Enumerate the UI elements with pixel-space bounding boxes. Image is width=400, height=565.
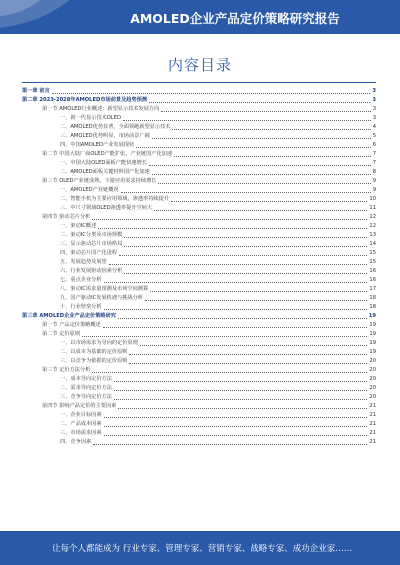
toc-entry[interactable]	[22, 195, 376, 204]
report-title: AMOLED企业产品定价策略研究报告	[130, 11, 340, 26]
toc-dot-leader	[104, 309, 368, 310]
toc-entry-page: 4	[372, 124, 376, 130]
toc-dot-leader	[172, 129, 370, 130]
toc-entry-page: 8	[372, 169, 376, 175]
toc-entry-page: 21	[369, 430, 376, 436]
toc-dot-leader	[145, 300, 367, 301]
toc-entry[interactable]	[22, 384, 376, 393]
toc-entry-page: 9	[372, 187, 376, 193]
toc-entry-title: 二、以成本为基础的定价原则	[60, 349, 128, 355]
toc-entry-page: 16	[369, 268, 376, 274]
toc-dot-leader	[82, 336, 367, 337]
toc-dot-leader	[104, 435, 368, 436]
page-header-bar	[0, 0, 400, 34]
toc-entry-title: 第三节 定价方法分析	[42, 367, 91, 373]
toc-entry-page: 7	[372, 151, 376, 157]
toc-dot-leader	[149, 102, 370, 103]
toc-entry[interactable]	[22, 114, 376, 123]
toc-entry-title: 三、市场需求因素	[60, 430, 102, 436]
toc-entry-title: 十、行业壁垒分析	[60, 304, 102, 310]
toc-entry-title: 二、驱动IC分类及市场规模	[60, 232, 123, 238]
toc-dot-leader	[124, 237, 367, 238]
toc-entry-page: 7	[372, 160, 376, 166]
toc-entry[interactable]	[22, 438, 376, 447]
toc-entry-page: 21	[369, 439, 376, 445]
toc-entry[interactable]	[22, 231, 376, 240]
toc-entry[interactable]	[22, 87, 376, 96]
table-of-contents	[22, 87, 376, 447]
toc-entry[interactable]	[22, 96, 376, 105]
toc-entry[interactable]	[22, 132, 376, 141]
toc-dot-leader	[129, 354, 367, 355]
toc-dot-leader	[149, 165, 371, 166]
toc-dot-leader	[124, 273, 367, 274]
toc-dot-leader	[103, 327, 368, 328]
toc-entry-page: 11	[369, 205, 376, 211]
toc-entry[interactable]	[22, 330, 376, 339]
toc-entry-title: 一、驱动IC概述	[60, 223, 97, 229]
toc-dot-leader	[104, 282, 368, 283]
toc-entry-title: 一、企业目标因素	[60, 412, 102, 418]
toc-entry[interactable]	[22, 186, 376, 195]
toc-dot-leader	[140, 345, 368, 346]
toc-entry-page: 21	[369, 412, 376, 418]
toc-entry[interactable]	[22, 375, 376, 384]
toc-entry-page: 9	[372, 178, 376, 184]
toc-entry-title: 第二节 中国大陆厂商OLED产能扩张，产业链国产化加速	[42, 151, 173, 157]
toc-entry-page: 5	[372, 133, 376, 139]
toc-entry-title: 八、驱动IC需求量预测及市场空间测算	[60, 286, 149, 292]
toc-entry-page: 3	[372, 115, 376, 121]
toc-entry-title: 三、中尺寸领域OLED渗透率提升空间大	[60, 205, 153, 211]
toc-dot-leader	[104, 426, 368, 427]
toc-entry[interactable]	[22, 159, 376, 168]
toc-entry[interactable]	[22, 150, 376, 159]
toc-entry-title: 九、国产驱动IC发展机遇与挑战分析	[60, 295, 143, 301]
toc-entry-title: 一、AMOLED产业链概况	[60, 187, 119, 193]
toc-entry[interactable]	[22, 177, 376, 186]
toc-entry-page: 19	[369, 322, 376, 328]
toc-dot-leader	[152, 174, 371, 175]
toc-entry-title: 第二章 2023-2028年AMOLED市场前景及趋势预测	[22, 97, 148, 103]
toc-dot-leader	[124, 246, 367, 247]
toc-entry-title: 二、需求导向定价方法	[60, 385, 112, 391]
toc-entry-title: 三、竞争导向定价方法	[60, 394, 112, 400]
toc-entry-page: 13	[369, 232, 376, 238]
toc-entry[interactable]	[22, 303, 376, 312]
toc-entry-title: 二、智能手机为主要应用领域，渗透率持续提升	[60, 196, 169, 202]
toc-entry-page: 20	[369, 367, 376, 373]
toc-entry-title: 三、以竞争为依据的定价原则	[60, 358, 128, 364]
toc-entry[interactable]	[22, 168, 376, 177]
toc-entry-page: 21	[369, 421, 376, 427]
toc-entry-title: 一、成本导向定价方法	[60, 376, 112, 382]
toc-entry-page: 14	[369, 241, 376, 247]
toc-entry-page: 20	[369, 358, 376, 364]
toc-dot-leader	[150, 291, 367, 292]
toc-entry-page: 19	[369, 331, 376, 337]
toc-entry-title: 三、显示驱动芯片市场格局	[60, 241, 123, 247]
toc-dot-leader	[118, 318, 367, 319]
toc-entry-page: 15	[369, 259, 376, 265]
toc-entry-page: 6	[372, 142, 376, 148]
toc-entry[interactable]	[22, 357, 376, 366]
toc-entry[interactable]	[22, 249, 376, 258]
toc-entry[interactable]	[22, 123, 376, 132]
toc-entry-title: 二、AMOLED优势显著，全面领跑新型显示技术	[60, 124, 171, 130]
toc-entry[interactable]	[22, 321, 376, 330]
toc-entry-title: 四、中国AMOLED产业发展现状	[60, 142, 135, 148]
toc-entry-page: 10	[369, 196, 376, 202]
toc-entry[interactable]	[22, 285, 376, 294]
toc-entry-title: 第四节 影响产品定价的主要因素	[42, 403, 117, 409]
toc-heading: 内容目录	[167, 56, 232, 74]
toc-entry-title: 二、产品成本因素	[60, 421, 102, 427]
toc-divider	[22, 82, 376, 83]
toc-dot-leader	[114, 390, 368, 391]
toc-entry[interactable]	[22, 276, 376, 285]
toc-entry-page: 17	[369, 286, 376, 292]
toc-entry-page: 19	[369, 349, 376, 355]
toc-dot-leader	[104, 417, 368, 418]
toc-dot-leader	[98, 228, 367, 229]
toc-dot-leader	[114, 381, 368, 382]
toc-entry[interactable]	[22, 204, 376, 213]
toc-entry-page: 16	[369, 277, 376, 283]
toc-entry-title: 第一章 前言	[22, 88, 50, 94]
toc-dot-leader	[52, 93, 371, 94]
toc-entry[interactable]	[22, 258, 376, 267]
toc-entry[interactable]	[22, 393, 376, 402]
toc-entry-title: 第三章 AMOLED企业产品定价策略研究	[22, 313, 116, 319]
toc-dot-leader	[136, 147, 371, 148]
toc-dot-leader	[123, 120, 371, 121]
toc-entry-title: 第三节 OLED产业链成熟，下游应用需求持续增长	[42, 178, 157, 184]
toc-dot-leader	[129, 363, 367, 364]
toc-dot-leader	[174, 156, 371, 157]
toc-entry-title: 第二节 定价原则	[42, 331, 80, 337]
toc-dot-leader	[161, 111, 370, 112]
toc-entry[interactable]	[22, 141, 376, 150]
toc-dot-leader	[152, 138, 371, 139]
toc-dot-leader	[158, 183, 370, 184]
toc-entry-title: 第一节 产品定价策略概述	[42, 322, 101, 328]
toc-entry-page: 19	[369, 340, 376, 346]
toc-entry-title: 七、重点企业分析	[60, 277, 102, 283]
toc-entry-page: 18	[369, 295, 376, 301]
toc-entry-page: 20	[369, 385, 376, 391]
toc-dot-leader	[92, 219, 367, 220]
toc-entry[interactable]	[22, 420, 376, 429]
toc-entry[interactable]	[22, 429, 376, 438]
toc-entry-page: 20	[369, 394, 376, 400]
toc-entry-title: 四、竞争因素	[60, 439, 92, 445]
toc-dot-leader	[92, 372, 367, 373]
toc-entry[interactable]	[22, 267, 376, 276]
page-footer-bar	[0, 531, 400, 565]
toc-entry-page: 3	[372, 106, 376, 112]
toc-entry-page: 21	[369, 403, 376, 409]
toc-entry-page: 19	[368, 313, 376, 319]
toc-entry[interactable]	[22, 105, 376, 114]
footer-slogan: 让每个人都能成为 行业专家、管理专家、营销专家、战略专家、成功企业家……	[52, 544, 353, 554]
toc-dot-leader	[154, 210, 367, 211]
toc-entry[interactable]	[22, 294, 376, 303]
toc-entry[interactable]	[22, 339, 376, 348]
toc-entry-page: 20	[369, 376, 376, 382]
toc-entry[interactable]	[22, 366, 376, 375]
toc-entry-title: 四、驱动芯片国产化进程	[60, 250, 118, 256]
toc-entry-title: 第一节 AMOLED行业概述：新型显示技术发展方向	[42, 106, 160, 112]
toc-entry-title: 六、行业发展驱动因素分析	[60, 268, 123, 274]
toc-entry-title: 第四节 驱动芯片分析	[42, 214, 91, 220]
toc-entry-page: 12	[369, 214, 376, 220]
toc-entry[interactable]	[22, 402, 376, 411]
toc-entry-title: 二、AMOLED面板关键材料国产化加速	[60, 169, 150, 175]
toc-entry-page: 3	[372, 97, 376, 103]
toc-entry-page: 3	[372, 88, 376, 94]
toc-entry-title: 一、新一代显示技术OLED	[60, 115, 121, 121]
toc-dot-leader	[119, 255, 367, 256]
toc-entry-title: 三、AMOLED优势明显，市场前景广阔	[60, 133, 150, 139]
toc-entry[interactable]	[22, 411, 376, 420]
toc-entry[interactable]	[22, 240, 376, 249]
toc-dot-leader	[171, 201, 367, 202]
toc-entry[interactable]	[22, 222, 376, 231]
toc-dot-leader	[93, 444, 367, 445]
toc-dot-leader	[114, 399, 368, 400]
toc-dot-leader	[118, 408, 367, 409]
toc-entry-title: 一、中国大陆OLED面板产能快速增长	[60, 160, 147, 166]
toc-entry[interactable]	[22, 348, 376, 357]
toc-entry-title: 一、以市场需求为导向的定价原则	[60, 340, 138, 346]
toc-entry-page: 12	[369, 223, 376, 229]
toc-entry[interactable]	[22, 312, 376, 321]
toc-dot-leader	[121, 192, 371, 193]
toc-entry-page: 18	[369, 304, 376, 310]
toc-entry[interactable]	[22, 213, 376, 222]
toc-entry-title: 五、发展趋势及展望	[60, 259, 107, 265]
toc-entry-page: 15	[369, 250, 376, 256]
toc-dot-leader	[109, 264, 368, 265]
